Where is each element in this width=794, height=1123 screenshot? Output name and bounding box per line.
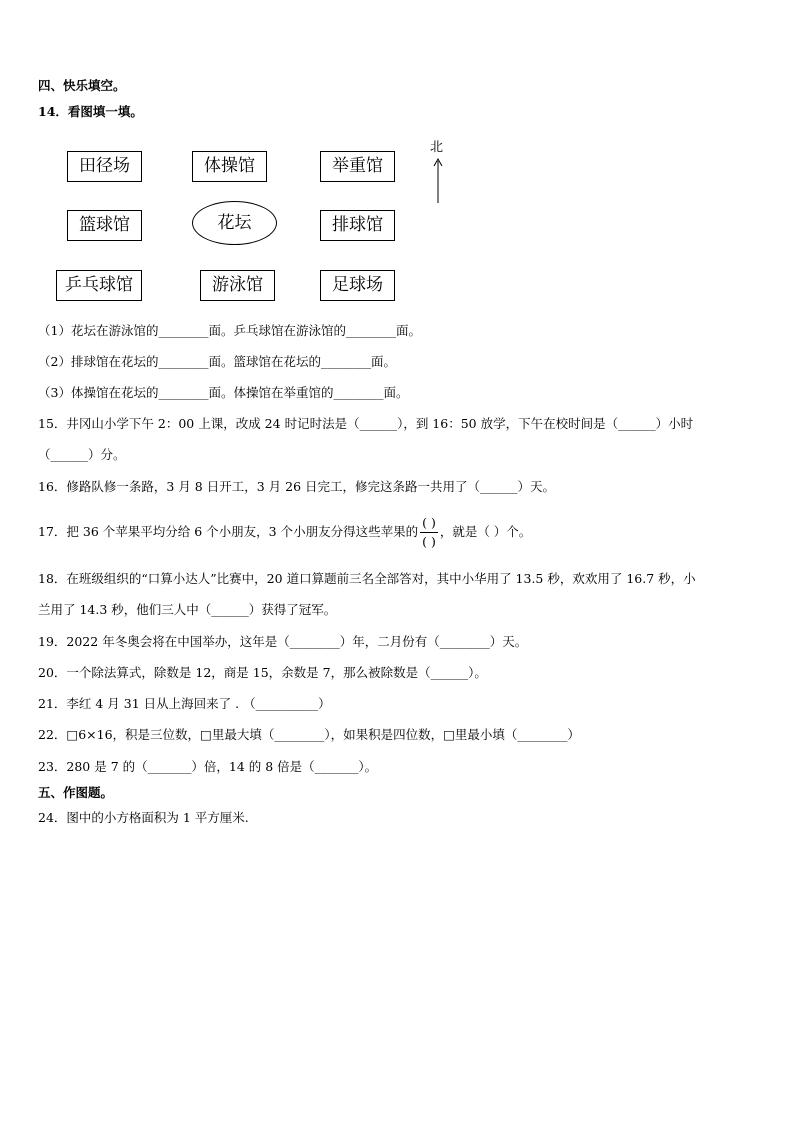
question-16: 16．修路队修一条路，3 月 8 日开工，3 月 26 日完工，修完这条路一共用了（______）天。 xyxy=(38,479,556,494)
fraction-denominator: ( ) xyxy=(422,534,436,549)
question-22: 22．□6×16，积是三位数，□里最大填（________），如果积是四位数，□里最小填（________） xyxy=(38,727,580,742)
question-18-line-1: 18．在班级组织的“口算小达人”比赛中，20 道口算题前三名全部答对，其中小华用了 13.5 秒，欢欢用了 16.7 秒，小 xyxy=(38,571,696,586)
map-box-lanqiu: 篮球馆 xyxy=(67,210,142,241)
question-21: 21．李红 4 月 31 日从上海回来了 . （__________） xyxy=(38,696,331,711)
map-box-juzhong: 举重馆 xyxy=(320,151,395,182)
question-19: 19．2022 年冬奥会将在中国举办，这年是（________）年，二月份有（________）天。 xyxy=(38,634,528,649)
question-20: 20．一个除法算式，除数是 12，商是 15，余数是 7，那么被除数是（______）。 xyxy=(38,665,487,680)
map-box-zuqiu: 足球场 xyxy=(320,270,395,301)
question-14-sub-3: （3）体操馆在花坛的________面。体操馆在举重馆的________面。 xyxy=(38,385,409,400)
question-14-sub-1: （1）花坛在游泳馆的________面。乒乓球馆在游泳馆的________面。 xyxy=(38,323,421,338)
map-box-ticao: 体操馆 xyxy=(192,151,267,182)
fraction-numerator: ( ) xyxy=(420,514,438,533)
question-24: 24．图中的小方格面积为 1 平方厘米. xyxy=(38,810,249,825)
question-18-line-2: 兰用了 14.3 秒，他们三人中（______）获得了冠军。 xyxy=(38,602,337,617)
north-arrow-icon xyxy=(432,157,444,205)
map-box-tianjing: 田径场 xyxy=(67,151,142,182)
question-17-before: 17．把 36 个苹果平均分给 6 个小朋友，3 个小朋友分得这些苹果的 xyxy=(38,524,419,539)
north-label: 北 xyxy=(430,140,444,155)
question-15-line-1: 15．井冈山小学下午 2：00 上课，改成 24 时记时法是（______），到 16：50 放学，下午在校时间是（______）小时 xyxy=(38,416,694,431)
question-17-after: ，就是（ ）个。 xyxy=(439,524,532,539)
question-17 xyxy=(38,514,531,551)
question-23: 23．280 是 7 的（_______）倍，14 的 8 倍是（_______）。 xyxy=(38,759,378,774)
question-14-title: 14．看图填一填。 xyxy=(38,104,143,119)
map-box-youyong: 游泳馆 xyxy=(200,270,275,301)
map-box-paiqiu: 排球馆 xyxy=(320,210,395,241)
section-four-heading: 四、快乐填空。 xyxy=(38,78,126,93)
map-oval-huatan: 花坛 xyxy=(192,201,277,245)
question-14-sub-2: （2）排球馆在花坛的________面。篮球馆在花坛的________面。 xyxy=(38,354,396,369)
map-box-pingpang: 乒乓球馆 xyxy=(56,270,142,301)
question-17-fraction xyxy=(420,514,438,551)
section-five-heading: 五、作图题。 xyxy=(38,785,114,800)
question-15-line-2: （______）分。 xyxy=(38,447,126,462)
